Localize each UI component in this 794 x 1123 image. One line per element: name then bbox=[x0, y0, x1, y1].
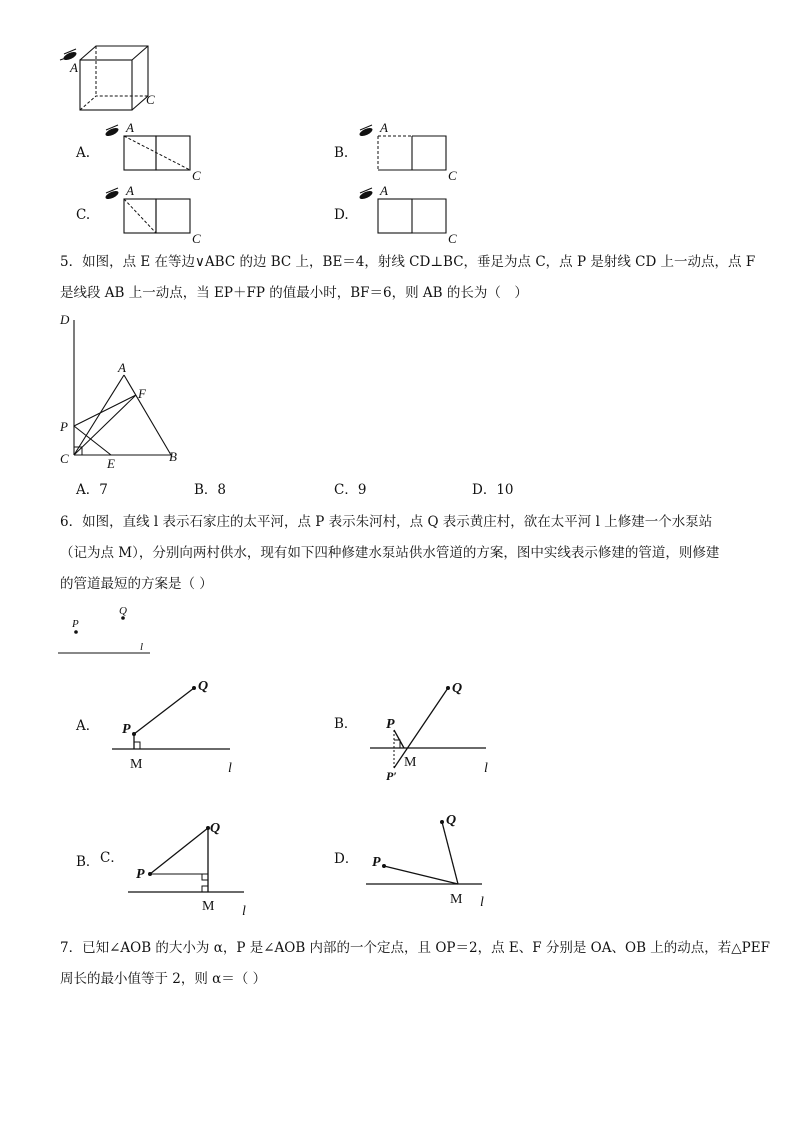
q5-label-f: F bbox=[138, 386, 146, 401]
q6-stem-line-3: 的管道最短的方案是（ ） bbox=[60, 576, 213, 592]
q6-option-d-label-m: M bbox=[450, 892, 463, 907]
q6-main-label-q: Q bbox=[119, 605, 127, 617]
q4-option-c-key[interactable]: C. bbox=[76, 207, 91, 223]
q6-stem-line-2: （记为点 M），分别向两村供水，现有如下四种修建水泵站供水管道的方案，图中实线表示修建的管道，则修建 bbox=[60, 545, 720, 561]
ant-icon bbox=[104, 188, 119, 201]
q6-option-c-key-b[interactable]: B． bbox=[76, 854, 100, 870]
q4-cube-figure bbox=[56, 44, 166, 114]
ant-icon bbox=[104, 125, 119, 138]
q4-cube-label-c: C bbox=[146, 92, 155, 107]
ant-icon bbox=[358, 125, 373, 138]
q4-option-c-label-c: C bbox=[192, 231, 201, 246]
q4-option-d-key[interactable]: D. bbox=[334, 207, 349, 223]
ant-icon bbox=[358, 188, 373, 201]
q6-option-b-label-m: M bbox=[404, 755, 417, 770]
q5-figure bbox=[56, 310, 186, 475]
q6-option-c-figure[interactable] bbox=[124, 812, 264, 918]
q6-main-figure bbox=[56, 600, 156, 660]
q6-option-d-key[interactable]: D． bbox=[334, 851, 359, 867]
q5-label-p: P bbox=[60, 419, 68, 434]
q4-option-a-key[interactable]: A. bbox=[76, 145, 91, 161]
q6-option-b-label-l: l bbox=[484, 761, 488, 776]
q4-option-a-figure[interactable] bbox=[100, 120, 210, 184]
q6-main-label-p: P bbox=[72, 618, 79, 630]
q6-option-b-key[interactable]: B． bbox=[334, 716, 358, 732]
q4-option-b-label-c: C bbox=[448, 168, 457, 183]
q6-option-d-label-l: l bbox=[480, 895, 484, 910]
q6-option-a-label-l: l bbox=[228, 761, 232, 776]
q6-option-d-label-p: P bbox=[372, 855, 381, 870]
q6-main-label-l: l bbox=[140, 641, 144, 653]
q5-label-d: D bbox=[60, 312, 70, 327]
q6-stem-line-1: 6．如图，直线 l 表示石家庄的太平河，点 P 表示朱河村，点 Q 表示黄庄村，欲在太平河 l 上修建一个水泵站 bbox=[60, 514, 713, 530]
q4-option-c-label-a: A bbox=[126, 183, 134, 198]
q6-option-c-key-c[interactable]: C． bbox=[100, 850, 124, 866]
q6-option-b-label-p2: P′ bbox=[386, 769, 397, 783]
q5-stem-line-2: 是线段 AB 上一动点，当 EP＋FP 的值最小时，BF＝6，则 AB 的长为（ ） bbox=[60, 285, 528, 301]
q6-option-a-label-q: Q bbox=[198, 679, 209, 694]
q4-option-d-label-a: A bbox=[380, 183, 388, 198]
q4-option-c-figure[interactable] bbox=[100, 183, 210, 247]
q6-option-d-figure[interactable] bbox=[362, 806, 502, 912]
q4-option-d-figure[interactable] bbox=[354, 183, 464, 247]
q5-option-d[interactable]: D．10 bbox=[472, 482, 514, 498]
q6-option-b-figure[interactable] bbox=[366, 672, 506, 782]
q6-option-c-label-p: P bbox=[136, 867, 145, 882]
q6-option-c-label-m: M bbox=[202, 899, 215, 914]
q6-option-c-label-l: l bbox=[242, 904, 246, 919]
q4-option-b-key[interactable]: B. bbox=[334, 145, 349, 161]
q6-option-d-label-q: Q bbox=[446, 813, 457, 828]
q6-option-a-key[interactable]: A． bbox=[76, 718, 100, 734]
q4-option-b-figure[interactable] bbox=[354, 120, 464, 184]
q4-option-a-label-a: A bbox=[126, 120, 134, 135]
q5-label-c: C bbox=[60, 451, 69, 466]
q5-label-e: E bbox=[107, 456, 115, 471]
q6-option-a-label-p: P bbox=[122, 722, 131, 737]
q6-option-a-label-m: M bbox=[130, 757, 143, 772]
q7-stem-line-1: 7．已知∠AOB 的大小为 α，P 是∠AOB 内部的一个定点，且 OP＝2，点 E、F 分别是 OA、OB 上的动点，若△PEF bbox=[60, 940, 770, 956]
q6-option-b-label-q: Q bbox=[452, 681, 463, 696]
q4-cube-label-a: A bbox=[70, 60, 78, 75]
q4-option-d-label-c: C bbox=[448, 231, 457, 246]
q5-stem-line-1: 5．如图，点 E 在等边∨ABC 的边 BC 上，BE＝4，射线 CD⊥BC，垂足为点 C，点 P 是射线 CD 上一动点，点 F bbox=[60, 254, 756, 270]
q6-option-c-label-q: Q bbox=[210, 821, 221, 836]
q5-label-b: B bbox=[169, 449, 177, 464]
q6-option-a-figure[interactable] bbox=[108, 672, 248, 778]
q5-label-a: A bbox=[118, 360, 126, 375]
q4-option-a-label-c: C bbox=[192, 168, 201, 183]
q7-stem-line-2: 周长的最小值等于 2，则 α＝（ ） bbox=[60, 971, 267, 987]
q5-option-b[interactable]: B．8 bbox=[194, 482, 227, 498]
q5-option-c[interactable]: C．9 bbox=[334, 482, 367, 498]
q4-option-b-label-a: A bbox=[380, 120, 388, 135]
q5-option-a[interactable]: A．7 bbox=[76, 482, 108, 498]
q6-option-b-label-p: P bbox=[386, 717, 395, 732]
